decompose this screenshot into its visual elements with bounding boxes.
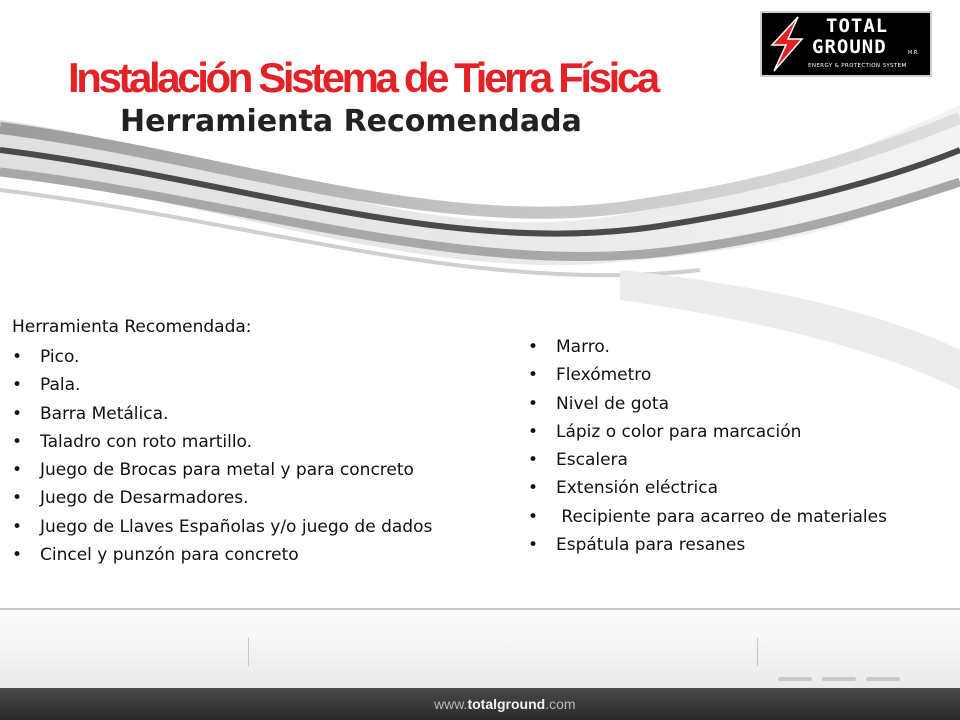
list-item-text: Cincel y punzón para concreto: [40, 545, 299, 566]
list-item-text: Extensión eléctrica: [556, 478, 718, 499]
bullet-icon: •: [528, 393, 539, 414]
list-item-text: Lápiz o color para marcación: [556, 421, 802, 442]
bullet-icon: •: [528, 365, 539, 386]
logo-word-ground: GROUND: [812, 36, 887, 58]
bullet-icon: •: [12, 431, 23, 452]
list-item: [12, 343, 432, 371]
list-item-text: Escalera: [556, 450, 628, 471]
bullet-icon: •: [12, 545, 23, 566]
bullet-icon: •: [12, 375, 23, 396]
footer-divider: [757, 638, 758, 666]
left-tool-list: [12, 343, 432, 569]
list-item-text: Flexómetro: [556, 365, 652, 386]
list-item-text: Juego de Llaves Españolas y/o juego de dados: [40, 516, 433, 537]
footer-decoration: [778, 666, 910, 685]
bullet-icon: •: [12, 403, 23, 424]
bullet-icon: •: [528, 337, 539, 357]
list-item: [528, 361, 887, 389]
left-tool-list-block: [12, 314, 432, 569]
list-item: [12, 371, 432, 399]
footer-divider: [248, 638, 249, 666]
list-item: [12, 513, 432, 541]
list-item-text: Nivel de gota: [556, 393, 670, 414]
bullet-icon: •: [12, 347, 23, 367]
list-item-text: Juego de Desarmadores.: [40, 488, 249, 509]
list-item-text: Recipiente para acarreo de materiales: [556, 506, 887, 527]
bullet-icon: •: [528, 506, 539, 527]
logo-tagline: ENERGY & PROTECTION SYSTEM: [808, 63, 907, 69]
bullet-icon: •: [12, 488, 23, 509]
slide-subtitle: Herramienta Recomendada: [120, 104, 582, 139]
list-item-text: Pala.: [40, 375, 81, 396]
bullet-icon: •: [528, 535, 539, 556]
list-item: [528, 390, 887, 418]
list-heading: Herramienta Recomendada:: [12, 317, 252, 337]
list-item-text: Pico.: [40, 347, 80, 367]
right-tool-list: [528, 333, 887, 559]
list-item: [12, 456, 432, 484]
list-item: [528, 474, 887, 502]
list-item-text: Espátula para resanes: [556, 535, 746, 556]
logo-registered-mark: M.R.: [908, 50, 919, 56]
list-item-text: Marro.: [556, 337, 610, 357]
list-item: [528, 531, 887, 559]
list-item: [528, 333, 887, 361]
bullet-icon: •: [12, 516, 23, 537]
list-item-text: Juego de Brocas para metal y para concreto: [40, 460, 414, 481]
bullet-icon: •: [12, 460, 23, 481]
footer-website: [434, 696, 576, 712]
list-item: [12, 428, 432, 456]
bullet-icon: •: [528, 478, 539, 499]
url-domain: totalground: [467, 696, 546, 712]
url-prefix: www.: [434, 696, 468, 712]
list-item-text: Barra Metálica.: [40, 403, 169, 424]
bullet-icon: •: [528, 421, 539, 442]
right-tool-list-block: [528, 333, 887, 559]
url-suffix: .com: [545, 696, 576, 712]
list-item: [528, 503, 887, 531]
slide-footer: [0, 608, 960, 720]
list-item-text: Taladro con roto martillo.: [40, 431, 253, 452]
list-item: [12, 400, 432, 428]
bullet-icon: •: [528, 450, 539, 471]
list-item: [12, 484, 432, 512]
lightning-bolt-icon: [764, 15, 808, 73]
list-item: [12, 541, 432, 569]
list-item: [528, 446, 887, 474]
slide-title: Instalación Sistema de Tierra Física: [68, 54, 657, 101]
list-item: [528, 418, 887, 446]
logo-word-total: TOTAL: [826, 15, 889, 37]
company-logo: [760, 11, 932, 77]
